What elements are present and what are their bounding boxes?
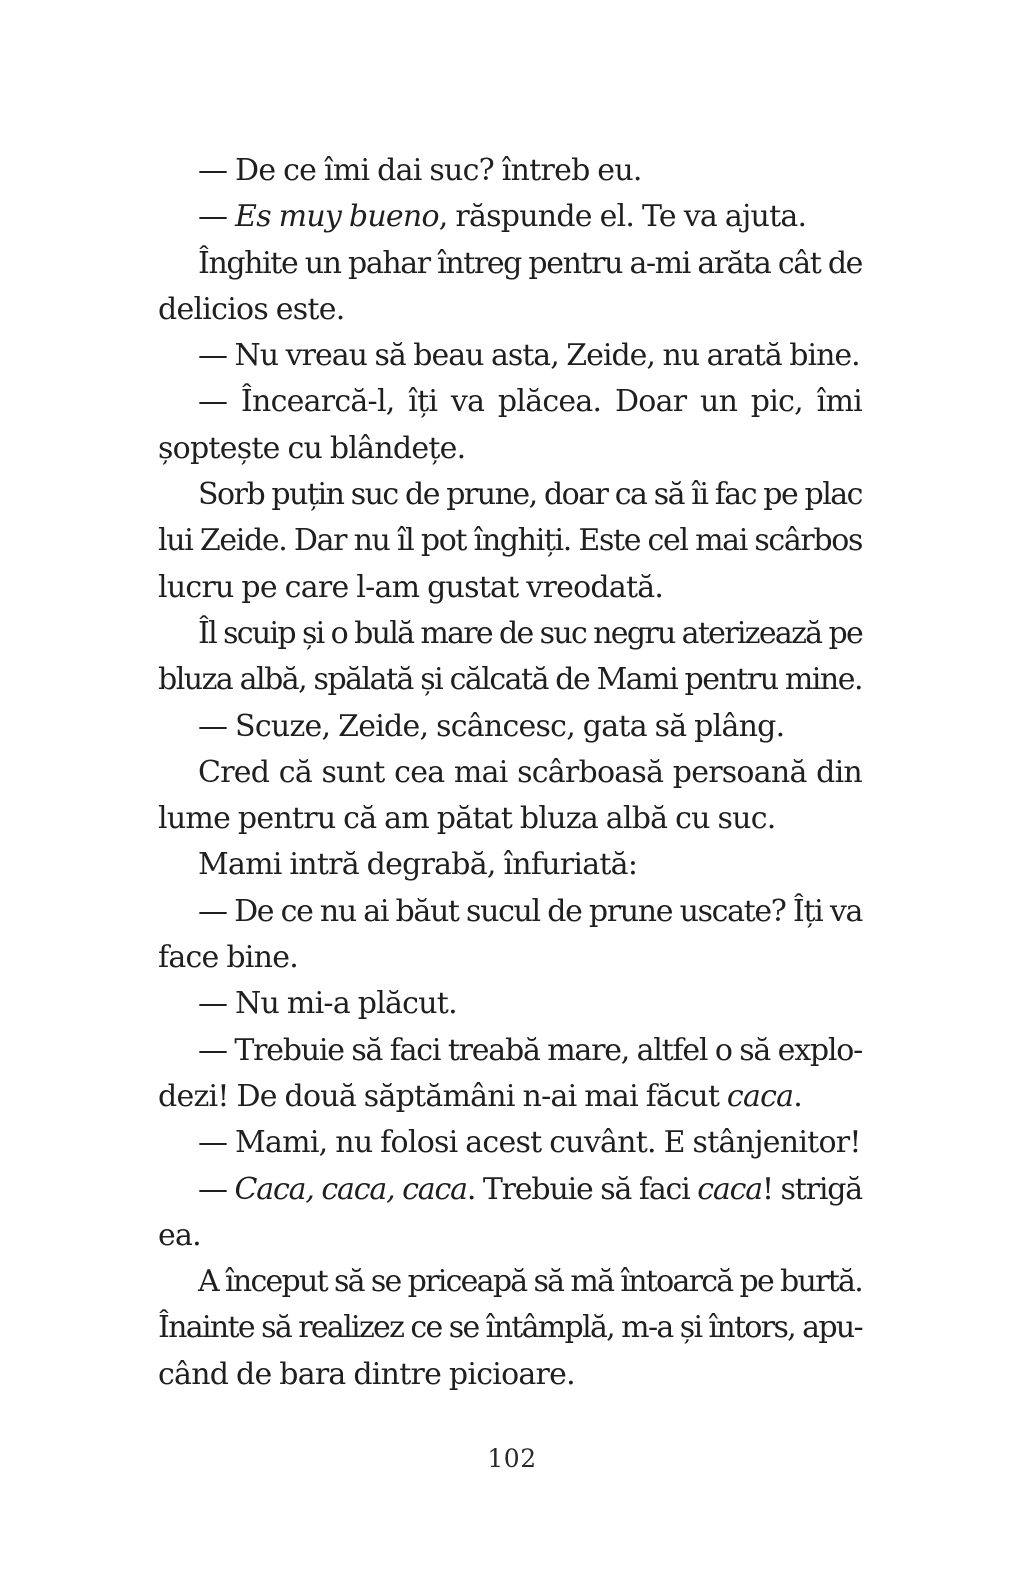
paragraph-line — [158, 1074, 862, 1120]
paragraph-line: Îl scuip și o bulă mare de suc negru aterizează pe — [198, 615, 862, 651]
paragraph-line: ea. — [158, 1217, 201, 1253]
paragraph-line: — Trebuie să faci treabă mare, altfel o să explo- — [198, 1032, 862, 1068]
dash: — — [198, 1171, 235, 1207]
italic-phrase: Caca, caca, caca — [234, 1171, 467, 1207]
paragraph-line: Sorb puțin suc de prune, doar ca să îi fac pe plac — [198, 477, 862, 513]
paragraph-line: — Încearcă-l, îți va plăcea. Doar un pic, îmi — [198, 384, 862, 420]
paragraph-line — [158, 1167, 862, 1213]
paragraph-line: — Scuze, Zeide, scâncesc, gata să plâng. — [198, 708, 785, 744]
paragraph-line — [158, 194, 862, 240]
paragraph-line: face bine. — [158, 940, 298, 976]
text-run: ! strigă — [761, 1171, 862, 1207]
text-run: dezi! De două săptămâni n-ai mai făcut — [158, 1078, 727, 1114]
paragraph-line: șoptește cu blândețe. — [158, 430, 466, 466]
italic-phrase: caca — [697, 1171, 762, 1207]
paragraph-line: bluza albă, spălată și călcată de Mami pentru mine. — [158, 662, 862, 698]
paragraph-line: Cred că sunt cea mai scârboasă persoană din — [198, 754, 862, 790]
dash: — — [198, 199, 236, 235]
paragraph-line: — Nu mi-a plăcut. — [198, 986, 457, 1022]
text-run: . Trebuie să faci — [466, 1171, 698, 1207]
paragraph-line: — Mami, nu folosi acest cuvânt. E stânjenitor! — [198, 1125, 861, 1161]
paragraph-line: delicios este. — [158, 291, 345, 327]
paragraph-line: când de bara dintre picioare. — [158, 1356, 575, 1392]
paragraph-line: Mami intră degrabă, înfuriată: — [198, 847, 638, 883]
paragraph-line: — De ce îmi dai suc? întreb eu. — [198, 153, 642, 188]
paragraph-line: Înainte să realizez ce se întâmplă, m-a și întors, apu- — [158, 1310, 862, 1346]
italic-phrase: caca — [726, 1078, 794, 1114]
paragraph-line: lui Zeide. Dar nu îl pot înghiți. Este cel mai scârbos — [158, 523, 862, 559]
paragraph-line: lume pentru că am pătat bluza albă cu suc. — [158, 801, 776, 837]
body-text — [158, 148, 862, 1398]
text-run: . — [793, 1078, 803, 1114]
paragraph-line: Înghite un pahar întreg pentru a-mi arăta cât de — [198, 245, 862, 281]
page-number: 102 — [487, 1444, 537, 1473]
italic-phrase: Es muy bueno — [235, 199, 439, 235]
paragraph-line: lucru pe care l-am gustat vreodată. — [158, 569, 664, 605]
paragraph-line: A început să se priceapă să mă întoarcă pe burtă. — [198, 1264, 862, 1300]
paragraph-line: — De ce nu ai băut sucul de prune uscate? Îți va — [198, 893, 862, 929]
paragraph-line: — Nu vreau să beau asta, Zeide, nu arată bine. — [198, 338, 860, 374]
text-run: , răspunde el. Te va ajuta. — [438, 199, 807, 235]
